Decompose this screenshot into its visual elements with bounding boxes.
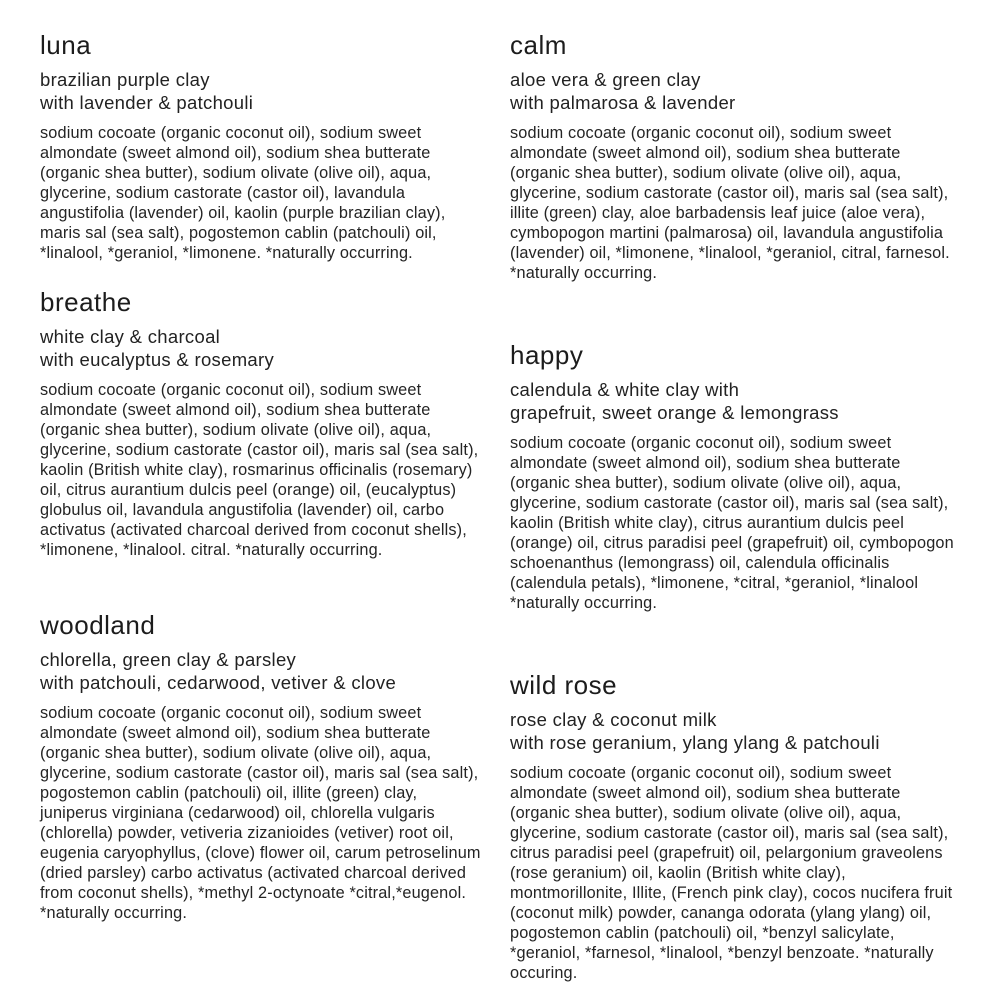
right-column	[510, 30, 958, 983]
product-tagline	[510, 68, 958, 114]
product-tagline	[510, 378, 958, 424]
ingredients-text: sodium cocoate (organic coconut oil), sodium sweet almondate (sweet almond oil), sodium shea butterate (organic shea butter), sodium olivate (olive oil), aqua, glycerine, sodium castorate (castor oil), maris sal (sea salt), pogostemon cablin (patchouli) oil, illite (green) clay, juniperus virginiana (cedarwood) oil, chlorella vulgaris (chlorella) powder, vetiveria zizanioides (vetiver) root oil, eugenia caryophyllus, (clove) flower oil, carum petroselinum (dried parsley) carbo activatus (activated charcoal derived from coconut shells), *methyl 2-octynoate *citral,*eugenol. *naturally occurring.	[40, 704, 481, 922]
tagline-line-1: chlorella, green clay & parsley	[40, 649, 297, 670]
product-section-wild-rose	[510, 670, 958, 983]
product-tagline	[40, 68, 486, 114]
tagline-line-1: rose clay & coconut milk	[510, 709, 717, 730]
ingredients-text: sodium cocoate (organic coconut oil), sodium sweet almondate (sweet almond oil), sodium shea butterate (organic shea butter), sodium olivate (olive oil), aqua, glycerine, sodium castorate (castor oil), maris sal (sea salt), kaolin (British white clay), rosmarinus officinalis (rosemary) oil, citrus aurantium dulcis peel (orange) oil, (eucalyptus) globulus oil, lavandula angustifolia (lavender) oil, carbo activatus (activated charcoal derived from coconut shells), *limonene, *linalool. citral. *naturally occurring.	[40, 381, 479, 559]
product-tagline	[40, 648, 486, 694]
tagline-line-2: with patchouli, cedarwood, vetiver & clove	[40, 672, 397, 693]
product-title: calm	[510, 30, 567, 60]
product-section-calm	[510, 30, 958, 283]
product-title: breathe	[40, 287, 132, 317]
left-column	[40, 30, 486, 983]
ingredients-text: sodium cocoate (organic coconut oil), sodium sweet almondate (sweet almond oil), sodium shea butterate (organic shea butter), sodium olivate (olive oil), aqua, glycerine, sodium castorate (castor oil), maris sal (sea salt), illite (green) clay, aloe barbadensis leaf juice (aloe vera), cymbopogon martini (palmarosa) oil, lavandula angustifolia (lavender) oil, *limonene, *linalool, *geraniol, citral, farnesol. *naturally occurring.	[510, 124, 950, 282]
tagline-line-1: aloe vera & green clay	[510, 69, 701, 90]
tagline-line-2: with palmarosa & lavender	[510, 92, 736, 113]
product-section-breathe	[40, 287, 486, 560]
tagline-line-1: white clay & charcoal	[40, 326, 221, 347]
tagline-line-2: with rose geranium, ylang ylang & patchouli	[510, 732, 880, 753]
ingredients-text: sodium cocoate (organic coconut oil), sodium sweet almondate (sweet almond oil), sodium shea butterate (organic shea butter), sodium olivate (olive oil), aqua, glycerine, sodium castorate (castor oil), maris sal (sea salt), citrus paradisi peel (grapefruit) oil, pelargonium graveolens (rose geranium) oil, kaolin (British white clay), montmorillonite, Illite, (French pink clay), cocos nucifera fruit (coconut milk) powder, cananga odorata (ylang ylang) oil, pogostemon cablin (patchouli) oil, *benzyl salicylate, *geraniol, *farnesol, *linalool, *benzyl benzoate. *naturally occuring.	[510, 764, 953, 982]
product-tagline	[40, 325, 486, 371]
tagline-line-2: with lavender & patchouli	[40, 92, 254, 113]
product-title: happy	[510, 340, 584, 370]
tagline-line-1: brazilian purple clay	[40, 69, 210, 90]
ingredients-text: sodium cocoate (organic coconut oil), sodium sweet almondate (sweet almond oil), sodium shea butterate (organic shea butter), sodium olivate (olive oil), aqua, glycerine, sodium castorate (castor oil), lavandula angustifolia (lavender) oil, kaolin (purple brazilian clay), maris sal (sea salt), pogostemon cablin (patchouli) oil, *linalool, *geraniol, *limonene. *naturally occurring.	[40, 124, 446, 262]
tagline-line-2: with eucalyptus & rosemary	[40, 349, 275, 370]
product-title: luna	[40, 30, 92, 60]
tagline-line-1: calendula & white clay with	[510, 379, 740, 400]
product-section-happy	[510, 340, 958, 613]
product-title: woodland	[40, 610, 156, 640]
tagline-line-2: grapefruit, sweet orange & lemongrass	[510, 402, 839, 423]
product-title: wild rose	[510, 670, 618, 700]
ingredients-text: sodium cocoate (organic coconut oil), sodium sweet almondate (sweet almond oil), sodium shea butterate (organic shea butter), sodium olivate (olive oil), aqua, glycerine, sodium castorate (castor oil), maris sal (sea salt), kaolin (British white clay), citrus aurantium dulcis peel (orange) oil, citrus paradisi peel (grapefruit) oil, cymbopogon schoenanthus (lemongrass) oil, calendula officinalis (calendula petals), *limonene, *citral, *geraniol, *linalool *naturally occurring.	[510, 434, 954, 612]
product-tagline	[510, 708, 958, 754]
product-section-luna	[40, 30, 486, 263]
product-section-woodland	[40, 610, 486, 923]
